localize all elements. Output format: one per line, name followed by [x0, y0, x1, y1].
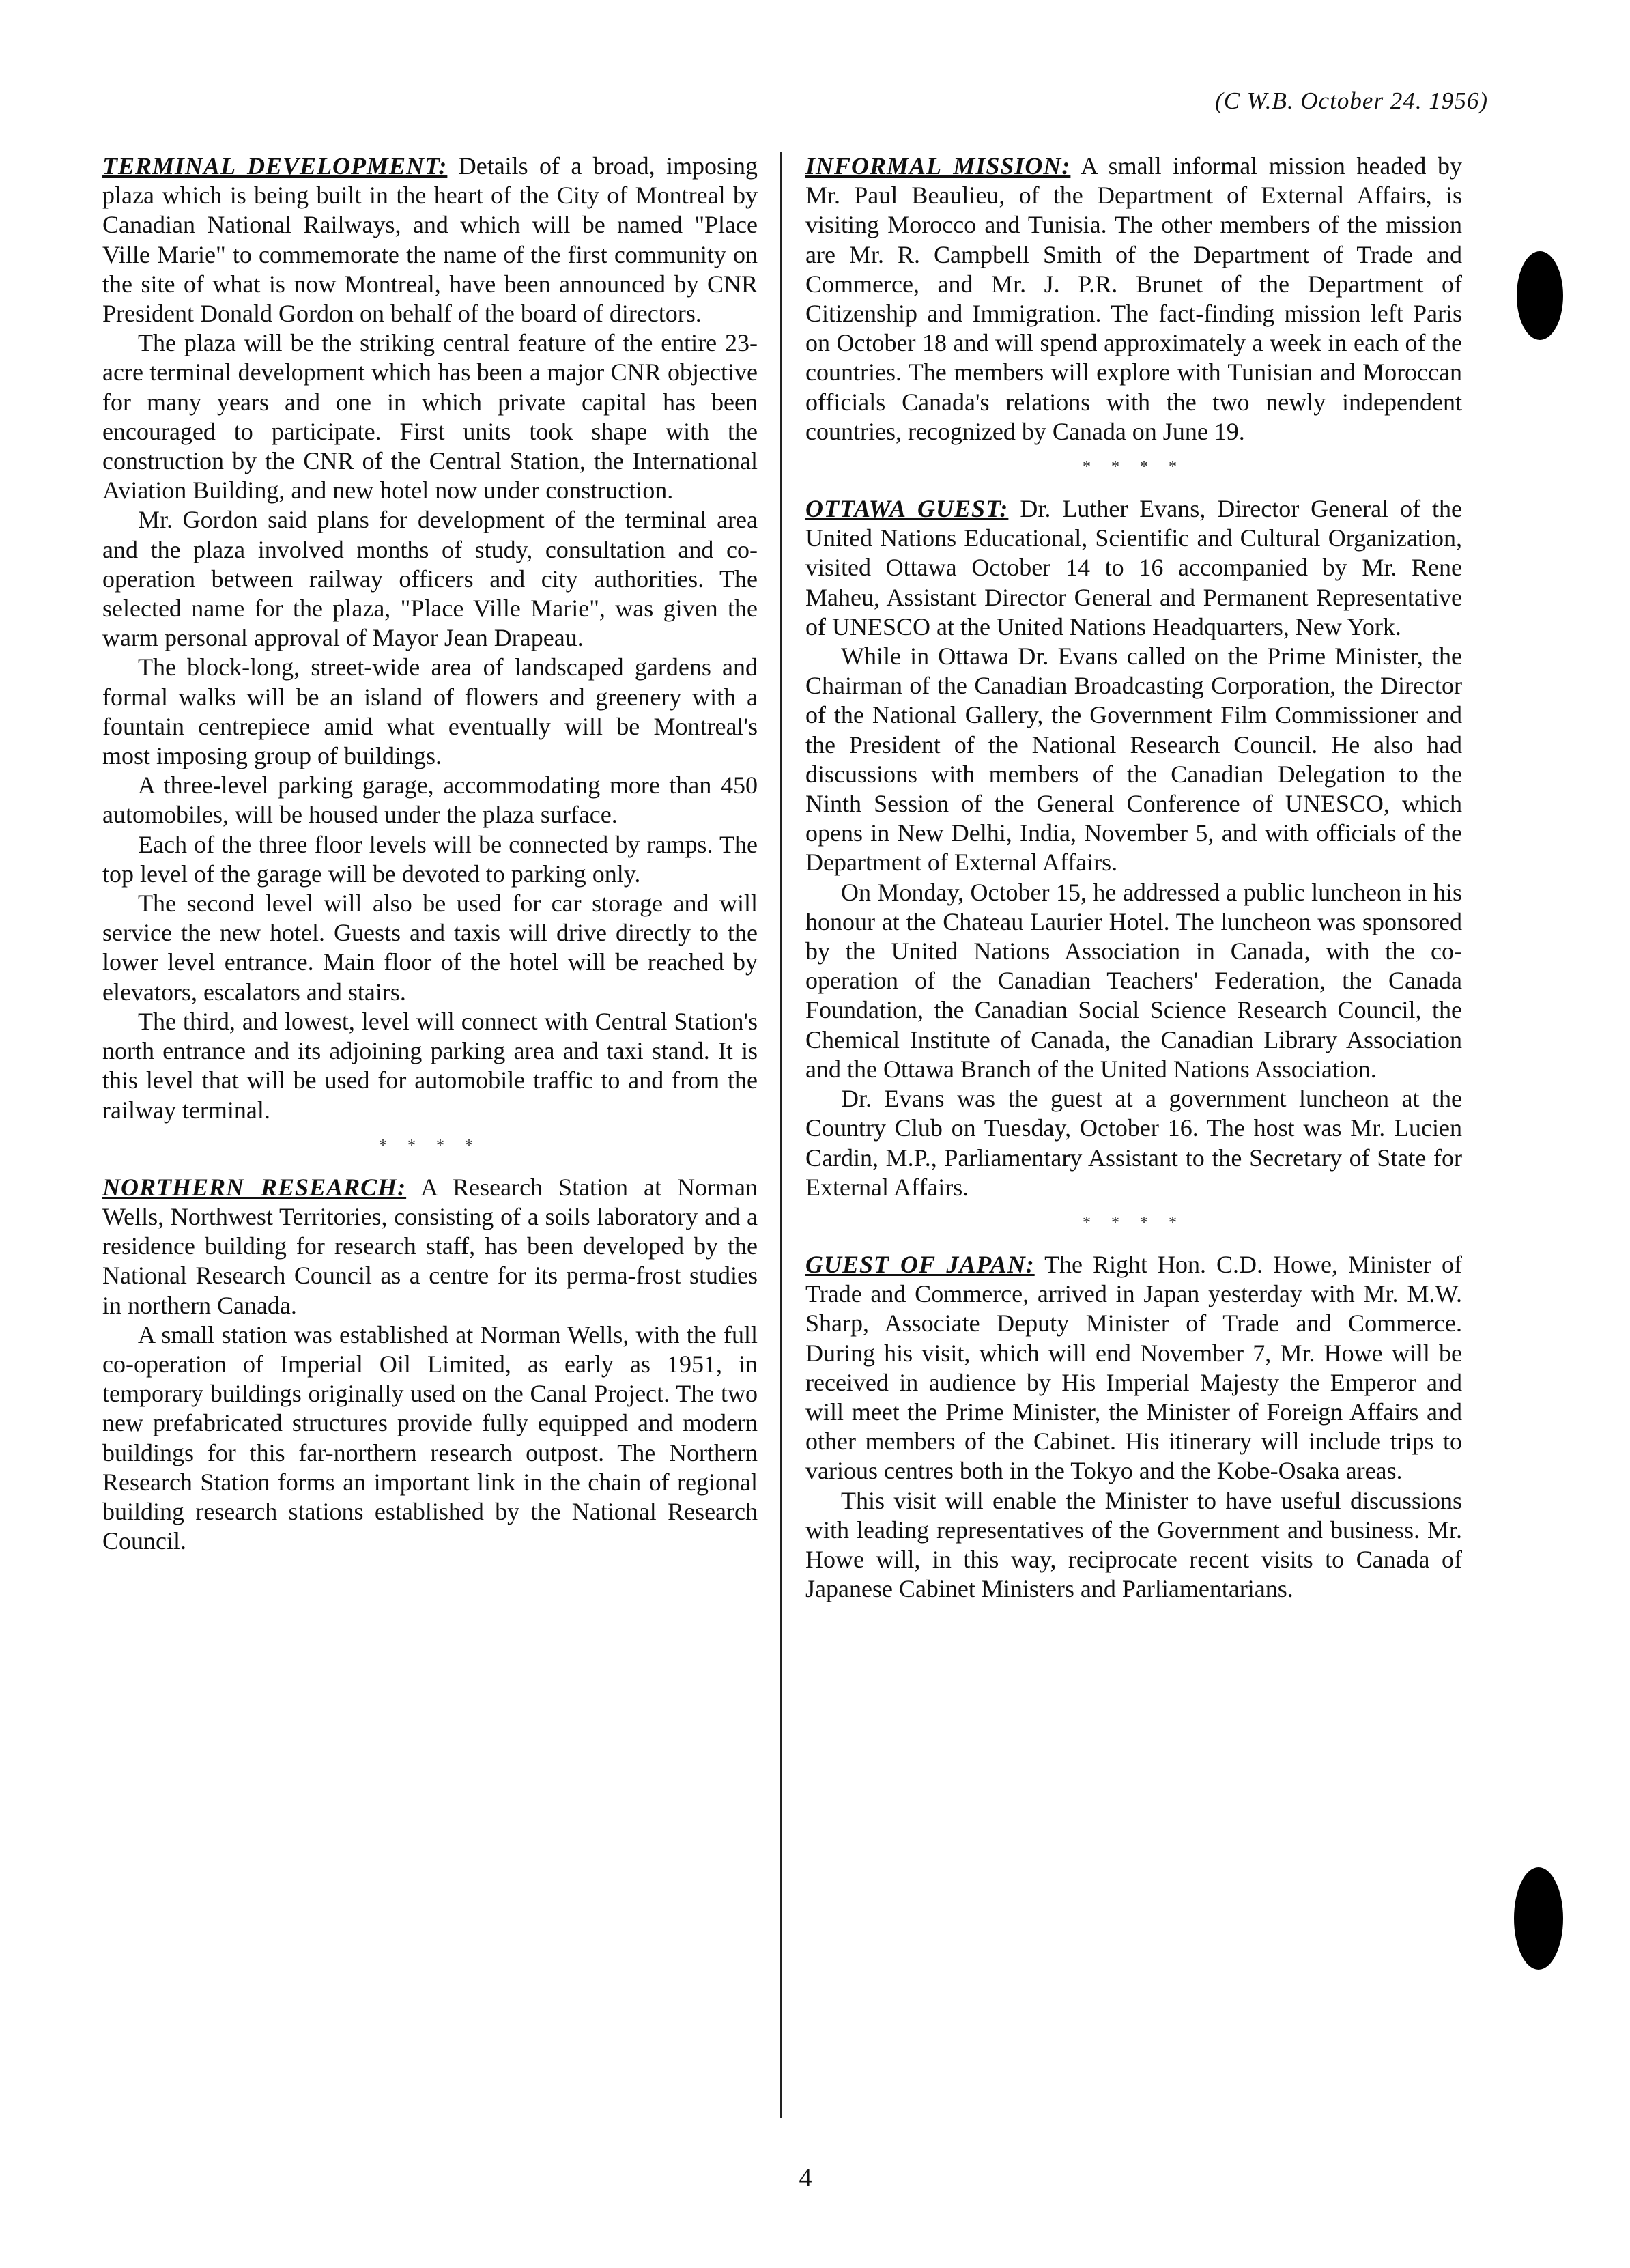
paragraph: This visit will enable the Minister to have useful discussions with leading representatives of the Government and business. Mr. Howe will, in this way, reciprocate recent visits to Canada of Japanese Cabinet Ministers and Parliamentarians.	[805, 1486, 1462, 1603]
article-lead-text: The Right Hon. C.D. Howe, Minister of Trade and Commerce, arrived in Japan yesterday with Mr. M.W. Sharp, Associate Deputy Minister of Trade and Commerce. During his visit, which will end November 7, Mr. Howe will be received in audience by His Imperial Majesty the Emperor and will meet the Prime Minister, the Minister of Foreign Affairs and other members of the Cabinet. His itinerary will include trips to various centres both in the Tokyo and the Kobe-Osaka areas.	[805, 1250, 1462, 1485]
paragraph: While in Ottawa Dr. Evans called on the Prime Minister, the Chairman of the Canadian Broadcasting Corporation, the Director of the National Gallery, the Government Film Commissioner and the President of the National Research Council. He also had discussions with members of the Canadian Delegation to the Ninth Session of the General Conference of UNESCO, which opens in New Delhi, India, November 5, and with officials of the Department of External Affairs.	[805, 642, 1462, 877]
article-lead-paragraph	[102, 152, 758, 328]
article-heading: GUEST OF JAPAN:	[805, 1250, 1035, 1278]
article-northern-research	[102, 1173, 758, 1557]
page-number: 4	[799, 2164, 812, 2192]
paragraph: Mr. Gordon said plans for development of the terminal area and the plaza involved months of study, consultation and co-operation between railway officers and city authorities. The selected name for the plaza, "Place Ville Marie", was given the warm personal approval of Mayor Jean Drapeau.	[102, 506, 758, 652]
punch-hole-bottom	[1514, 1867, 1563, 1970]
article-informal-mission	[805, 152, 1462, 446]
article-lead-text: A Research Station at Norman Wells, Northwest Territories, consisting of a soils laboratory and a residence building for research staff, has been developed by the National Research Council as a centre for its perma-frost studies in northern Canada.	[102, 1173, 758, 1319]
article-terminal-development	[102, 152, 758, 1125]
punch-hole-top	[1517, 251, 1563, 340]
paragraph: The plaza will be the striking central feature of the entire 23-acre terminal development which has been a major CNR objective for many years and one in which private capital has been encouraged to participate. First units took shape with the construction by the CNR of the Central Station, the International Aviation Building, and new hotel now under construction.	[102, 329, 758, 505]
section-separator: * * * *	[1083, 1213, 1185, 1232]
column-divider	[780, 152, 782, 2118]
paragraph: Each of the three floor levels will be connected by ramps. The top level of the garage will be devoted to parking only.	[102, 830, 758, 888]
article-lead-paragraph	[102, 1173, 758, 1320]
paragraph: On Monday, October 15, he addressed a public luncheon in his honour at the Chateau Laurier Hotel. The luncheon was sponsored by the United Nations Association in Canada, with the co-operation of the Canadian Teachers' Federation, the Canada Foundation, the Canadian Social Science Research Council, the Chemical Institute of Canada, the Canadian Library Association and the Ottawa Branch of the United Nations Association.	[805, 878, 1462, 1083]
left-column	[102, 152, 758, 1556]
header-citation: (C W.B. October 24. 1956)	[1215, 87, 1488, 114]
paragraph: The third, and lowest, level will connect with Central Station's north entrance and its adjoining parking area and taxi stand. It is this level that will be used for automobile traffic to and from the railway terminal.	[102, 1007, 758, 1124]
article-lead-paragraph	[805, 494, 1462, 642]
article-lead-paragraph	[805, 152, 1462, 446]
paragraph: The block-long, street-wide area of landscaped gardens and formal walks will be an island of flowers and greenery with a fountain centrepiece amid what eventually will be Montreal's most imposing group of buildings.	[102, 653, 758, 770]
article-lead-text: Details of a broad, imposing plaza which is being built in the heart of the City of Montreal by Canadian National Railways, and which will be named "Place Ville Marie" to commemorate the name of the first community on the site of what is now Montreal, have been announced by CNR President Donald Gordon on behalf of the board of directors.	[102, 152, 758, 328]
paragraph: The second level will also be used for car storage and will service the new hotel. Guests and taxis will drive directly to the lower level entrance. Main floor of the hotel will be reached by elevators, escalators and stairs.	[102, 890, 758, 1006]
article-lead-text: A small informal mission headed by Mr. Paul Beaulieu, of the Department of External Affairs, is visiting Morocco and Tunisia. The other members of the mission are Mr. R. Campbell Smith of the Department of Trade and Commerce, and Mr. J. P.R. Brunet of the Department of Citizenship and Immigration. The fact-finding mission left Paris on October 18 and will spend approximately a week in each of the countries. The members will explore with Tunisian and Moroccan officials Canada's relations with the two newly independent countries, recognized by Canada on June 19.	[805, 152, 1463, 445]
article-heading: INFORMAL MISSION:	[805, 152, 1071, 180]
article-heading: TERMINAL DEVELOPMENT:	[102, 152, 448, 180]
section-separator: * * * *	[1083, 458, 1185, 477]
paragraph: A small station was established at Norman Wells, with the full co-operation of Imperial Oil Limited, as early as 1951, in temporary buildings originally used on the Canal Project. The two new prefabricated structures provide fully equipped and modern buildings for this far-northern research outpost. The Northern Research Station forms an important link in the chain of regional building research stations established by the National Research Council.	[102, 1320, 758, 1555]
section-separator: * * * *	[379, 1136, 481, 1154]
paragraph: Dr. Evans was the guest at a government luncheon at the Country Club on Tuesday, October 16. The host was Mr. Lucien Cardin, M.P., Parliamentary Assistant to the Secretary of State for External Affairs.	[805, 1085, 1462, 1201]
article-lead-text: Dr. Luther Evans, Director General of the United Nations Educational, Scientific and Cultural Organization, visited Ottawa October 14 to 16 accompanied by Mr. Rene Maheu, Assistant Director General and Permanent Representative of UNESCO at the United Nations Headquarters, New York.	[805, 495, 1463, 640]
article-guest-of-japan	[805, 1250, 1462, 1604]
article-lead-paragraph	[805, 1250, 1462, 1486]
right-column	[805, 152, 1462, 1604]
article-ottawa-guest	[805, 494, 1462, 1202]
paragraph: A three-level parking garage, accommodating more than 450 automobiles, will be housed under the plaza surface.	[102, 771, 758, 829]
article-heading: NORTHERN RESEARCH:	[102, 1173, 407, 1201]
article-heading: OTTAWA GUEST:	[805, 495, 1009, 523]
